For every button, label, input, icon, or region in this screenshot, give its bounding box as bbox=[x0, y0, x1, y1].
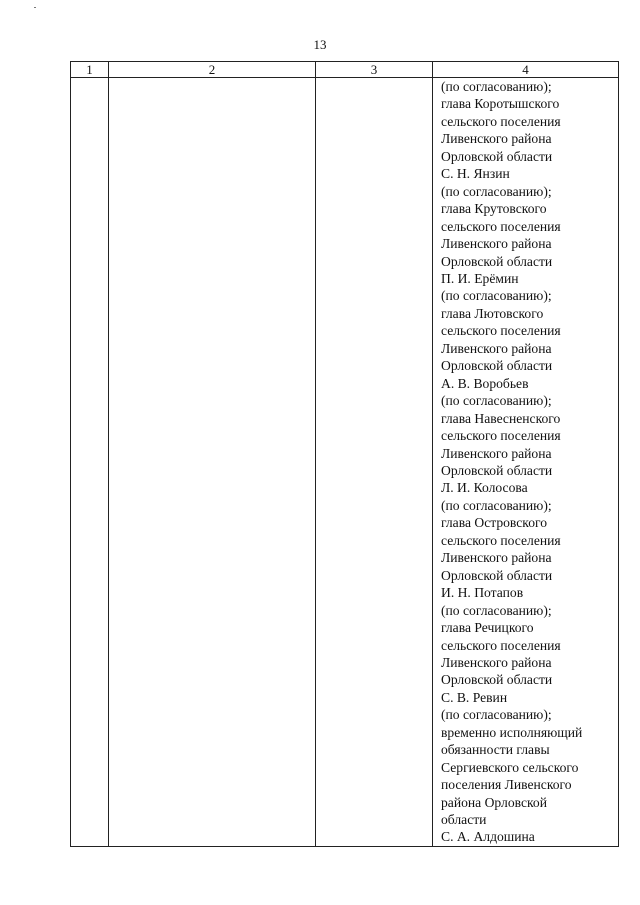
header-col-1: 1 bbox=[71, 62, 109, 78]
scan-speck bbox=[34, 7, 36, 8]
table-row bbox=[71, 78, 619, 847]
cell-col-4 bbox=[433, 78, 619, 847]
cell-col-3 bbox=[316, 78, 433, 847]
officials-list: (по согласованию); глава Коротышского сельского поселения Ливенского района Орловской области С. Н. Янзин (по согласованию); глава Крутовского сельского поселения Ливенского района Орловской области П. И. Ерёмин (по согласованию); глава Лютовского сельского поселения Ливенского района Орловской области А. В. Воробьев (по согласованию); глава Навесненского сельского поселения Ливенского района Орловской области Л. И. Колосова (по согласованию); глава Островского сельского поселения Ливенского района Орловской области И. Н. Потапов (по согласованию); глава Речицкого сельского поселения Ливенского района Орловской области С. В. Ревин (по согласованию); временно исполняющий обязанности главы Сергиевского сельского поселения Ливенского района Орловской области С. А. Алдошина bbox=[441, 79, 583, 845]
cell-col-1 bbox=[71, 78, 109, 847]
cell-col-2 bbox=[109, 78, 316, 847]
document-table bbox=[70, 61, 619, 847]
page-number: 13 bbox=[313, 37, 327, 52]
header-col-4: 4 bbox=[433, 62, 619, 78]
header-col-2: 2 bbox=[109, 62, 316, 78]
header-col-3: 3 bbox=[316, 62, 433, 78]
header-row bbox=[71, 62, 619, 78]
